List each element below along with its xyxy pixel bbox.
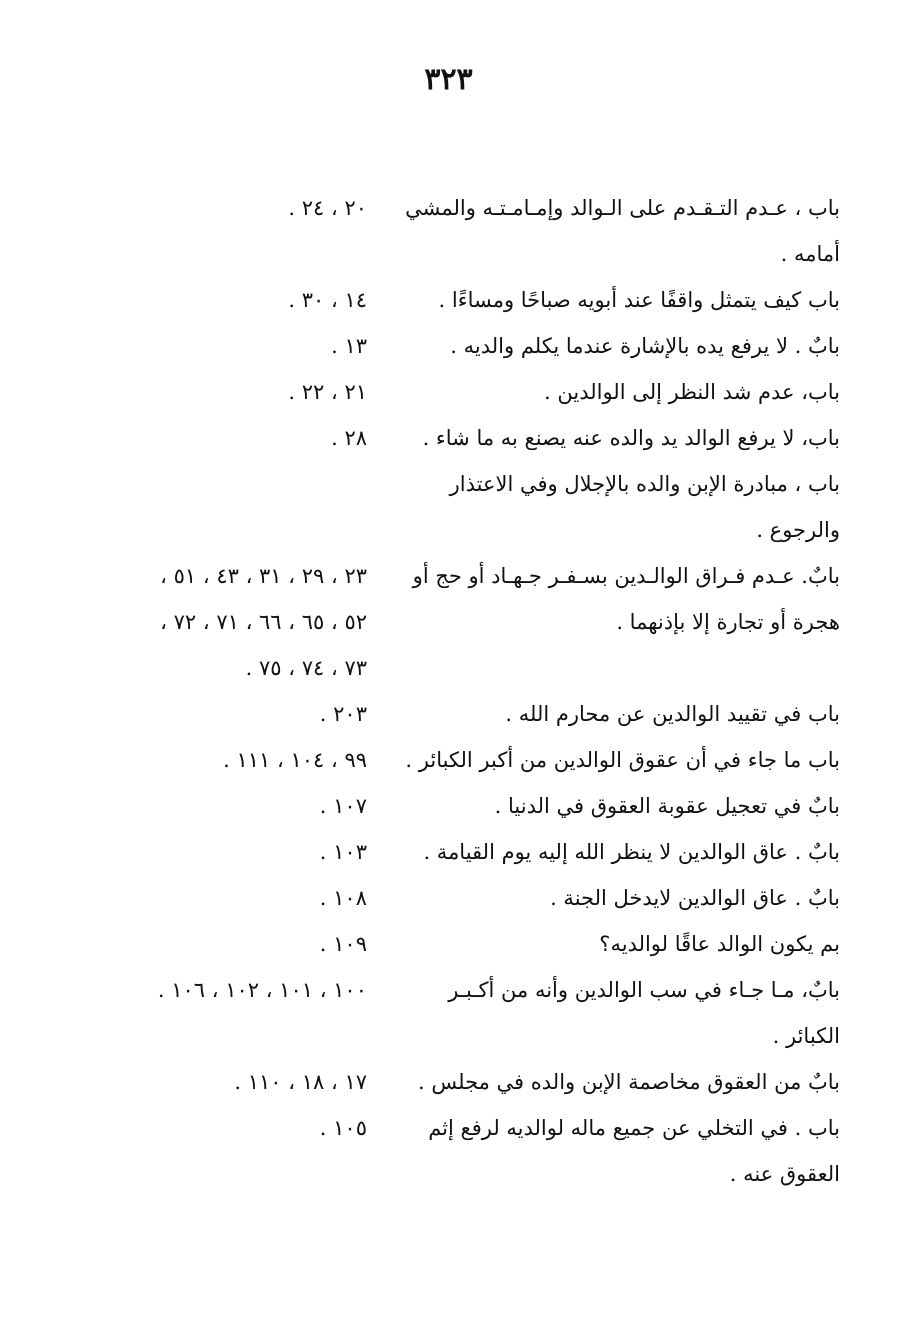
index-row xyxy=(0,323,897,369)
entry-pages: ١٠٨ . xyxy=(319,886,367,910)
entry-title: بابٌ . عاق الوالدين لا ينظر الله إليه يوم القيامة . xyxy=(423,840,840,864)
index-row xyxy=(0,1013,897,1059)
entry-title: بابٌ . لا يرفع يده بالإشارة عندما يكلم والديه . xyxy=(450,334,840,358)
entry-pages: ١٧ ، ١٨ ، ١١٠ . xyxy=(234,1070,367,1094)
entry-title: باب . في التخلي عن جميع ماله لوالديه لرفع إثم xyxy=(428,1116,840,1140)
index-row xyxy=(0,921,897,967)
index-row xyxy=(0,783,897,829)
index-row xyxy=(0,691,897,737)
index-row xyxy=(0,185,897,231)
entry-pages: ٥٢ ، ٦٥ ، ٦٦ ، ٧١ ، ٧٢ ، xyxy=(160,610,367,634)
index-row xyxy=(0,737,897,783)
entry-title: بابٌ. عـدم فـراق الوالـدين بسـفـر جـهـاد أو حج أو xyxy=(412,564,840,588)
index-row xyxy=(0,415,897,461)
index-row xyxy=(0,1151,897,1197)
entry-title: بابٌ . عاق الوالدين لايدخل الجنة . xyxy=(550,886,840,910)
entry-title: باب ما جاء في أن عقوق الوالدين من أكبر الكبائر . xyxy=(405,748,840,772)
index-row xyxy=(0,1105,897,1151)
index-row xyxy=(0,599,897,645)
entry-pages: ١٠٠ ، ١٠١ ، ١٠٢ ، ١٠٦ . xyxy=(157,978,367,1002)
index-list xyxy=(0,185,897,1197)
entry-pages: ١٠٥ . xyxy=(319,1116,367,1140)
entry-title: والرجوع . xyxy=(756,518,840,542)
entry-pages: ٢٨ . xyxy=(331,426,367,450)
index-row xyxy=(0,875,897,921)
entry-pages: ٢٠٣ . xyxy=(319,702,367,726)
entry-title: أمامه . xyxy=(780,242,840,266)
entry-pages: ١٤ ، ٣٠ . xyxy=(288,288,367,312)
entry-title: باب في تقييد الوالدين عن محارم الله . xyxy=(505,702,840,726)
entry-pages: ٢٠ ، ٢٤ . xyxy=(288,196,367,220)
page-number: ٣٢٣ xyxy=(424,62,473,97)
entry-title: باب كيف يتمثل واقفًا عند أبويه صباحًا ومساءًا . xyxy=(438,288,840,312)
entry-title: باب ، عـدم التـقـدم على الـوالد وإمـامـتـه والمشي xyxy=(405,196,840,220)
entry-title: هجرة أو تجارة إلا بإذنهما . xyxy=(616,610,840,634)
index-row xyxy=(0,553,897,599)
entry-pages: ٧٣ ، ٧٤ ، ٧٥ . xyxy=(245,656,367,680)
entry-pages: ١٣ . xyxy=(331,334,367,358)
entry-pages: ١٠٣ . xyxy=(319,840,367,864)
entry-pages: ١٠٧ . xyxy=(319,794,367,818)
entry-title: بابٌ من العقوق مخاصمة الإبن والده في مجلس . xyxy=(418,1070,840,1094)
entry-title: العقوق عنه . xyxy=(729,1162,840,1186)
entry-title: الكبائر . xyxy=(772,1024,840,1048)
index-row xyxy=(0,967,897,1013)
index-row xyxy=(0,369,897,415)
entry-pages: ١٠٩ . xyxy=(319,932,367,956)
entry-title: باب، عدم شد النظر إلى الوالدين . xyxy=(544,380,840,404)
index-row xyxy=(0,231,897,277)
entry-pages: ٢٣ ، ٢٩ ، ٣١ ، ٤٣ ، ٥١ ، xyxy=(160,564,367,588)
entry-title: بابٌ في تعجيل عقوبة العقوق في الدنيا . xyxy=(494,794,840,818)
entry-pages: ٩٩ ، ١٠٤ ، ١١١ . xyxy=(223,748,367,772)
entry-pages: ٢١ ، ٢٢ . xyxy=(288,380,367,404)
index-row xyxy=(0,829,897,875)
entry-title: بم يكون الوالد عاقًا لوالديه؟ xyxy=(599,932,840,956)
index-row xyxy=(0,507,897,553)
index-row xyxy=(0,1059,897,1105)
index-row xyxy=(0,461,897,507)
index-row xyxy=(0,277,897,323)
index-row xyxy=(0,645,897,691)
entry-title: بابٌ، مـا جـاء في سب الوالدين وأنه من أكـبـر xyxy=(448,978,840,1002)
entry-title: باب، لا يرفع الوالد يد والده عنه يصنع به ما شاء . xyxy=(422,426,840,450)
entry-title: باب ، مبادرة الإبن والده بالإجلال وفي الاعتذار xyxy=(449,472,840,496)
